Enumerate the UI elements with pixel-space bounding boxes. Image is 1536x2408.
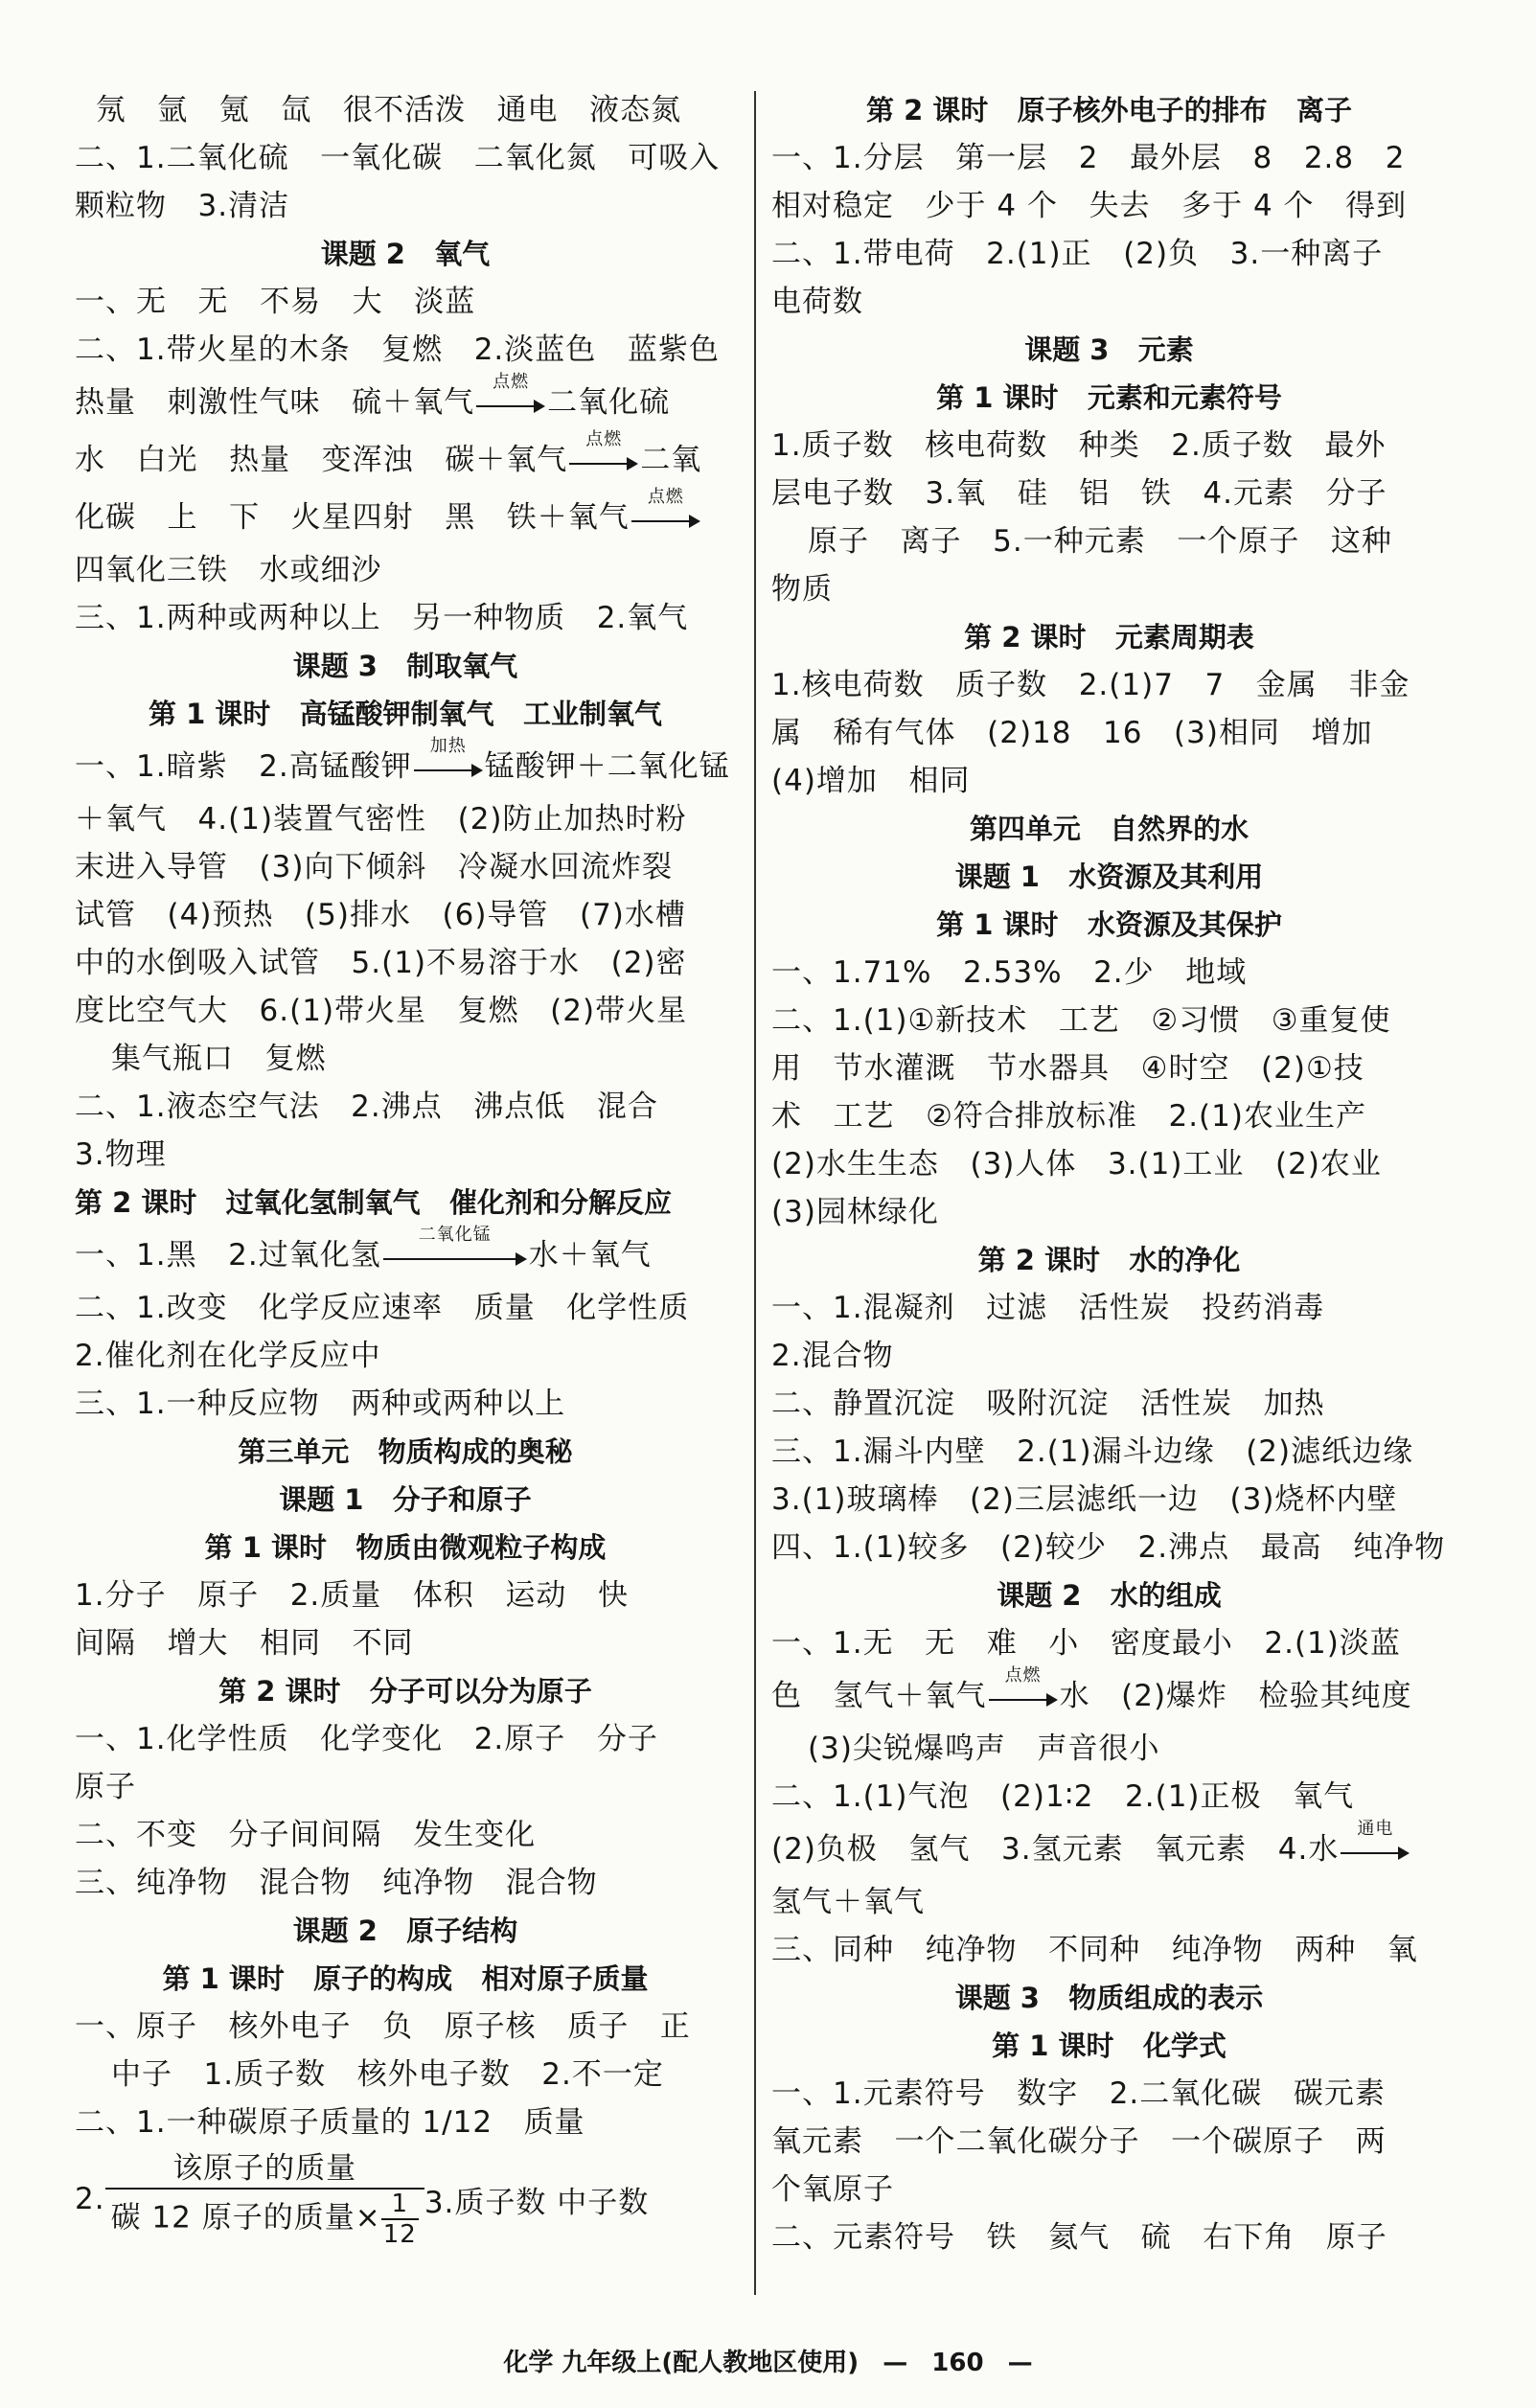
answer-line: 一、1.分层 第一层 2 最外层 8 2.8 2	[771, 141, 1406, 175]
equation-line	[771, 1818, 1447, 1878]
equation-reactants: 化碳 上 下 火星四射 黑 铁＋氧气	[75, 500, 630, 535]
equation-reactants: 热量 刺激性气味 硫＋氧气	[75, 385, 475, 420]
answer-line: (2)水生生态 (3)人体 3.(1)工业 (2)农业	[771, 1147, 1382, 1181]
answer-line: 1.分子 原子 2.质量 体积 运动 快	[75, 1578, 629, 1613]
answer-line: 1.质子数 核电荷数 种类 2.质子数 最外	[771, 428, 1387, 463]
answer-line: 3.(1)玻璃棒 (2)三层滤纸一边 (3)烧杯内壁	[771, 1482, 1398, 1517]
answer-line: (3)园林绿化	[771, 1195, 939, 1229]
reaction-arrow	[631, 486, 700, 533]
answer-line: 氖 氩 氪 氙 很不活泼 通电 液态氮	[75, 93, 682, 127]
answer-line: 二、1.二氧化硫 一氧化碳 二氧化氮 可吸入	[75, 141, 721, 175]
answer-line: 一、原子 核外电子 负 原子核 质子 正	[75, 2009, 691, 2044]
arrow-head	[1398, 1846, 1410, 1860]
reaction-arrow	[1341, 1818, 1410, 1865]
section-heading: 第 2 课时 元素周期表	[964, 621, 1254, 654]
answer-line: 3.物理	[75, 1137, 167, 1172]
equation-line	[771, 1664, 1447, 1725]
answer-line: 氧元素 一个二氧化碳分子 一个碳原子 两	[771, 2124, 1387, 2159]
answer-line: 一、无 无 不易 大 淡蓝	[75, 285, 476, 319]
answer-line: 氢气＋氧气	[771, 1885, 925, 1919]
answer-line: 2.催化剂在化学反应中	[75, 1339, 381, 1373]
answer-line: 二、1.一种碳原子质量的 1/12 质量	[75, 2105, 585, 2140]
answer-line: 二、1.(1)①新技术 工艺 ②习惯 ③重复使	[771, 1003, 1391, 1038]
arrow-shaft	[989, 1699, 1050, 1701]
fraction-numerator: 该原子的质量	[105, 2149, 424, 2190]
footer-subject: 化学 九年级上(配人教地区使用)	[503, 2349, 860, 2377]
answer-line: 三、同种 纯净物 不同种 纯净物 两种 氧	[771, 1933, 1418, 1967]
answer-line: 2.混合物	[771, 1339, 894, 1373]
answer-line: 一、1.元素符号 数字 2.二氧化碳 碳元素	[771, 2076, 1386, 2111]
reaction-condition: 点燃	[647, 486, 684, 507]
section-heading: 第 1 课时 水资源及其保护	[936, 908, 1282, 941]
fraction-suffix: 3.质子数 中子数	[424, 2185, 650, 2220]
answer-line: 物质	[771, 572, 833, 607]
right-column	[771, 86, 1447, 2261]
fraction-prefix: 2.	[75, 2182, 105, 2216]
answer-line: 三、1.一种反应物 两种或两种以上	[75, 1387, 566, 1421]
answer-line: 1.核电荷数 质子数 2.(1)7 7 金属 非金	[771, 668, 1410, 702]
answer-line: 三、1.漏斗内壁 2.(1)漏斗边缘 (2)滤纸边缘	[771, 1434, 1414, 1469]
answer-line: 中的水倒吸入试管 5.(1)不易溶于水 (2)密	[75, 946, 687, 980]
reaction-arrow	[569, 428, 638, 475]
answer-line: 末进入导管 (3)向下倾斜 冷凝水回流炸裂	[75, 850, 674, 884]
answer-line: 三、1.两种或两种以上 另一种物质 2.氧气	[75, 601, 689, 635]
section-heading: 课题 3 制取氧气	[292, 650, 518, 682]
arrow-head	[1046, 1693, 1058, 1707]
arrow-shaft	[631, 520, 693, 522]
answer-line: 属 稀有气体 (2)18 16 (3)相同 增加	[771, 716, 1373, 750]
page-number: 160	[931, 2349, 984, 2377]
one-twelfth-fraction	[381, 2190, 419, 2249]
answer-line: 一、1.无 无 难 小 密度最小 2.(1)淡蓝	[771, 1626, 1401, 1661]
answer-line: 四、1.(1)较多 (2)较少 2.沸点 最高 纯净物	[771, 1530, 1446, 1565]
reaction-arrow	[383, 1224, 527, 1271]
answer-line: 中子 1.质子数 核外电子数 2.不一定	[111, 2057, 664, 2092]
small-numerator: 1	[381, 2190, 419, 2220]
answer-line: 三、纯净物 混合物 纯净物 混合物	[75, 1866, 598, 1900]
reaction-arrow	[989, 1664, 1058, 1711]
arrow-head	[627, 457, 638, 470]
relative-mass-fraction	[105, 2149, 424, 2249]
answer-line: 用 节水灌溉 节水器具 ④时空 (2)①技	[771, 1051, 1364, 1086]
section-heading: 课题 2 原子结构	[292, 1915, 518, 1947]
answer-line: 试管 (4)预热 (5)排水 (6)导管 (7)水槽	[75, 898, 686, 932]
section-heading: 第 2 课时 过氧化氢制氧气 催化剂和分解反应	[75, 1186, 672, 1219]
reaction-arrow	[414, 735, 483, 782]
answer-line: 相对稳定 少于 4 个 失去 多于 4 个 得到	[771, 189, 1408, 223]
answer-line: 层电子数 3.氧 硅 铝 铁 4.元素 分子	[771, 476, 1387, 511]
denominator-text: 碳 12 原子的质量×	[110, 2200, 381, 2236]
fraction-line	[75, 2146, 736, 2252]
answer-line: 度比空气大 6.(1)带火星 复燃 (2)带火星	[75, 994, 688, 1028]
page-footer	[0, 2343, 1536, 2378]
equation-products: 二氧化硫	[547, 385, 671, 420]
arrow-shaft	[476, 405, 538, 407]
answer-line: 四氧化三铁 水或细沙	[75, 553, 382, 587]
section-heading: 第 2 课时 水的净化	[977, 1244, 1241, 1276]
section-heading: 第四单元 自然界的水	[969, 813, 1249, 845]
equation-reactants: 一、1.暗紫 2.高锰酸钾	[75, 749, 412, 784]
reaction-condition: 点燃	[1004, 1664, 1042, 1686]
answer-line: 一、1.混凝剂 过滤 活性炭 投药消毒	[771, 1291, 1325, 1325]
answer-line: 颗粒物 3.清洁	[75, 189, 290, 223]
answer-line: 原子 离子 5.一种元素 一个原子 这种	[808, 524, 1392, 559]
arrow-shaft	[1341, 1852, 1402, 1854]
arrow-head	[689, 515, 700, 528]
footer-dash-right: —	[1007, 2349, 1033, 2377]
equation-products: 水 (2)爆炸 检验其纯度	[1059, 1679, 1412, 1713]
reaction-condition: 加热	[429, 735, 467, 756]
equation-reactants: (2)负极 氢气 3.氢元素 氧元素 4.水	[771, 1832, 1340, 1867]
arrow-shaft	[383, 1258, 519, 1260]
answer-line: 二、元素符号 铁 氦气 硫 右下角 原子	[771, 2220, 1387, 2255]
equation-reactants: 色 氢气＋氧气	[771, 1679, 987, 1713]
arrow-shaft	[569, 463, 630, 465]
reaction-arrow	[476, 371, 545, 418]
equation-products: 二氧	[640, 443, 702, 477]
section-heading: 第 1 课时 物质由微观粒子构成	[204, 1531, 607, 1564]
answer-line: 原子	[75, 1770, 136, 1804]
equation-line	[75, 1224, 736, 1284]
answer-line: (4)增加 相同	[771, 764, 971, 798]
reaction-condition: 点燃	[585, 428, 623, 449]
left-column	[75, 86, 736, 2252]
equation-products: 水＋氧气	[528, 1238, 652, 1273]
reaction-condition: 二氧化锰	[418, 1224, 492, 1245]
section-heading: 课题 1 分子和原子	[279, 1483, 532, 1516]
arrow-head	[471, 764, 483, 777]
answer-line: 二、1.液态空气法 2.沸点 沸点低 混合	[75, 1089, 658, 1124]
answer-line: (3)尖锐爆鸣声 声音很小	[808, 1731, 1160, 1766]
section-heading: 第 1 课时 化学式	[992, 2030, 1227, 2062]
section-heading: 课题 3 元素	[1024, 333, 1194, 366]
section-heading: 课题 3 物质组成的表示	[954, 1982, 1264, 2014]
reaction-condition: 点燃	[493, 371, 530, 392]
equation-line	[75, 428, 736, 489]
answer-line: 术 工艺 ②符合排放标准 2.(1)农业生产	[771, 1099, 1366, 1134]
answer-line: 二、1.带火星的木条 复燃 2.淡蓝色 蓝紫色	[75, 333, 720, 367]
answer-line: 二、1.(1)气泡 (2)1∶2 2.(1)正极 氧气	[771, 1779, 1355, 1814]
section-heading: 第三单元 物质构成的奥秘	[238, 1435, 573, 1468]
column-divider	[754, 91, 756, 2295]
equation-line	[75, 486, 736, 546]
answer-line: 二、1.改变 化学反应速率 质量 化学性质	[75, 1291, 690, 1325]
section-heading: 课题 2 水的组成	[997, 1579, 1222, 1612]
answer-line: 间隔 增大 相同 不同	[75, 1626, 414, 1661]
footer-dash-left: —	[883, 2349, 908, 2377]
answer-line: 集气瓶口 复燃	[111, 1042, 327, 1076]
section-heading: 第 1 课时 元素和元素符号	[936, 381, 1282, 414]
section-heading: 课题 2 氧气	[320, 238, 491, 270]
section-heading: 第 1 课时 原子的构成 相对原子质量	[162, 1962, 649, 1995]
section-heading: 第 1 课时 高锰酸钾制氧气 工业制氧气	[149, 698, 662, 730]
answer-line: 二、1.带电荷 2.(1)正 (2)负 3.一种离子	[771, 237, 1384, 271]
answer-line: 电荷数	[771, 285, 863, 319]
answer-line: ＋氧气 4.(1)装置气密性 (2)防止加热时粉	[75, 802, 687, 837]
reaction-condition: 通电	[1357, 1818, 1394, 1839]
section-heading: 第 2 课时 原子核外电子的排布 离子	[866, 94, 1352, 126]
fraction-denominator	[105, 2190, 424, 2249]
answer-line: 一、1.化学性质 化学变化 2.原子 分子	[75, 1722, 658, 1756]
answer-line: 二、不变 分子间间隔 发生变化	[75, 1818, 537, 1852]
equation-products: 锰酸钾＋二氧化锰	[484, 749, 730, 784]
answer-line: 一、1.71% 2.53% 2.少 地域	[771, 955, 1248, 990]
equation-line	[75, 735, 736, 795]
equation-reactants: 一、1.黑 2.过氧化氢	[75, 1238, 381, 1273]
answer-line: 个氧原子	[771, 2172, 894, 2207]
arrow-shaft	[414, 769, 475, 771]
section-heading: 课题 1 水资源及其利用	[954, 860, 1264, 893]
arrow-head	[534, 400, 545, 413]
arrow-head	[516, 1252, 527, 1266]
answer-line: 二、静置沉淀 吸附沉淀 活性炭 加热	[771, 1387, 1325, 1421]
equation-reactants: 水 白光 热量 变浑浊 碳＋氧气	[75, 443, 568, 477]
section-heading: 第 2 课时 分子可以分为原子	[218, 1675, 592, 1708]
small-denominator: 12	[382, 2220, 417, 2249]
equation-line	[75, 371, 736, 431]
